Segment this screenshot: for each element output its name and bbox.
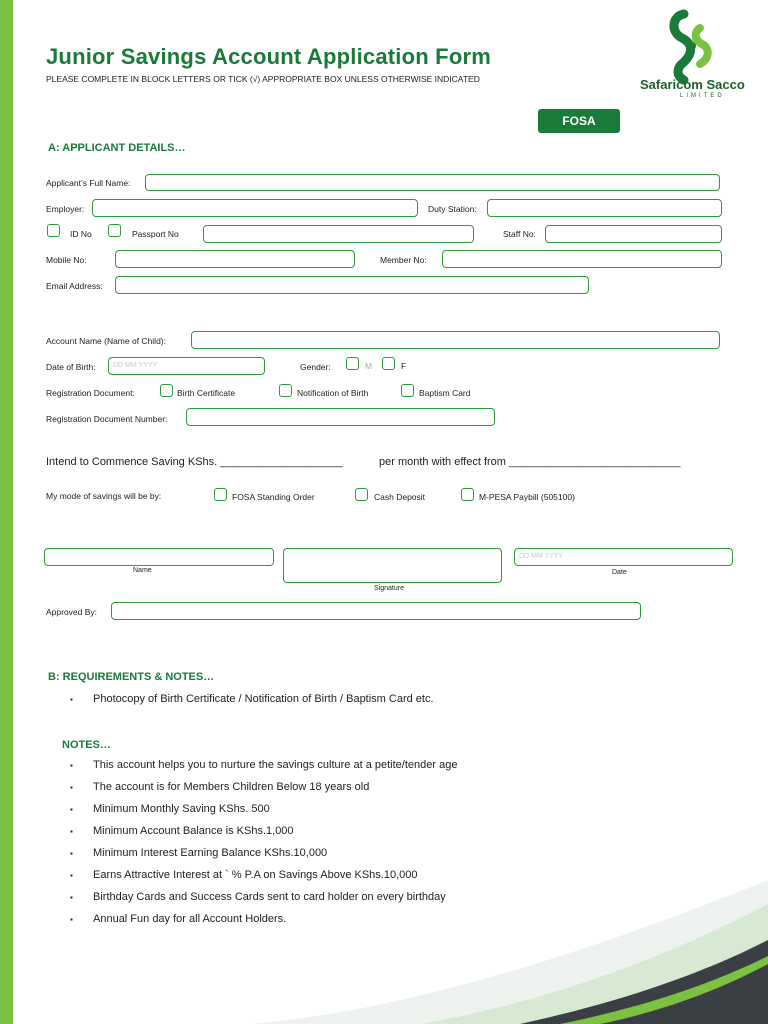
baptism-card-label: Baptism Card: [419, 388, 471, 398]
requirement-item: Photocopy of Birth Certificate / Notification of Birth / Baptism Card etc.: [93, 693, 434, 705]
note-item: Minimum Monthly Saving KShs. 500: [93, 803, 270, 815]
dob-label: Date of Birth:: [46, 362, 96, 372]
bullet-icon: ▪: [70, 849, 73, 858]
notes-heading: NOTES…: [62, 739, 111, 751]
signature-date-field[interactable]: [514, 548, 733, 566]
gender-male-checkbox[interactable]: [346, 357, 359, 370]
note-item: This account helps you to nurture the savings culture at a petite/tender age: [93, 759, 458, 771]
baptism-card-checkbox[interactable]: [401, 384, 414, 397]
logo-name: Safaricom Sacco: [640, 77, 745, 92]
section-b-heading: B: REQUIREMENTS & NOTES…: [48, 671, 215, 683]
birth-certificate-checkbox[interactable]: [160, 384, 173, 397]
gender-male-label: M: [365, 361, 373, 371]
dob-placeholder: DD MM YYYY: [113, 362, 158, 369]
bullet-icon: ▪: [70, 761, 73, 770]
cash-deposit-label: Cash Deposit: [374, 492, 426, 502]
notification-of-birth-label: Notification of Birth: [297, 388, 369, 398]
gender-female-label: F: [401, 361, 407, 371]
gender-label: Gender:: [300, 362, 331, 372]
passport-no-checkbox[interactable]: [108, 224, 121, 237]
signature-field[interactable]: [283, 548, 502, 583]
cash-deposit-checkbox[interactable]: [355, 488, 368, 501]
signature-date-caption: Date: [612, 569, 627, 576]
signatory-name-field[interactable]: [44, 548, 274, 566]
signature-caption: Signature: [374, 585, 404, 592]
signatory-name-caption: Name: [133, 567, 152, 574]
mobile-no-label: Mobile No:: [46, 255, 87, 265]
note-item: Earns Attractive Interest at ` % P.A on Savings Above KShs.10,000: [93, 869, 418, 881]
account-name-field[interactable]: [191, 331, 720, 349]
duty-station-field[interactable]: [487, 199, 722, 217]
gender-female-checkbox[interactable]: [382, 357, 395, 370]
form-title: Junior Savings Account Application Form: [46, 44, 491, 69]
staff-no-field[interactable]: [545, 225, 722, 243]
fosa-standing-order-checkbox[interactable]: [214, 488, 227, 501]
form-instructions: PLEASE COMPLETE IN BLOCK LETTERS OR TICK (√) APPROPRIATE BOX UNLESS OTHERWISE INDICATED: [46, 74, 480, 84]
dob-field[interactable]: [108, 357, 265, 375]
intend-saving-start-line[interactable]: per month with effect from ____________________________: [379, 456, 681, 468]
fosa-standing-order-label: FOSA Standing Order: [232, 492, 315, 502]
bullet-icon: ▪: [70, 871, 73, 880]
notification-of-birth-checkbox[interactable]: [279, 384, 292, 397]
mode-of-savings-label: My mode of savings will be by:: [46, 491, 162, 501]
staff-no-label: Staff No:: [503, 229, 536, 239]
fosa-badge: FOSA: [538, 109, 620, 133]
mobile-no-field[interactable]: [115, 250, 355, 268]
email-label: Email Address:: [46, 281, 103, 291]
bullet-icon: ▪: [70, 695, 73, 704]
mpesa-paybill-label: M-PESA Paybill (505100): [479, 492, 575, 502]
duty-station-label: Duty Station:: [428, 204, 477, 214]
note-item: Minimum Interest Earning Balance KShs.10,000: [93, 847, 328, 859]
email-field[interactable]: [115, 276, 589, 294]
member-no-label: Member No:: [380, 255, 427, 265]
reg-doc-number-field[interactable]: [186, 408, 495, 426]
note-item: The account is for Members Children Below 18 years old: [93, 781, 370, 793]
full-name-field[interactable]: [145, 174, 720, 191]
intend-saving-amount-line[interactable]: Intend to Commence Saving KShs. ____________________: [46, 456, 343, 468]
note-item: Annual Fun day for all Account Holders.: [93, 913, 287, 925]
id-passport-number-field[interactable]: [203, 225, 474, 243]
bullet-icon: ▪: [70, 805, 73, 814]
section-a-heading: A: APPLICANT DETAILS…: [48, 142, 186, 154]
mpesa-paybill-checkbox[interactable]: [461, 488, 474, 501]
id-no-checkbox[interactable]: [47, 224, 60, 237]
decorative-swoosh: [0, 860, 768, 1024]
passport-no-label: Passport No: [132, 229, 179, 239]
note-item: Minimum Account Balance is KShs.1,000: [93, 825, 294, 837]
note-item: Birthday Cards and Success Cards sent to card holder on every birthday: [93, 891, 446, 903]
approved-by-label: Approved By:: [46, 607, 98, 617]
id-no-label: ID No: [70, 229, 92, 239]
employer-field[interactable]: [92, 199, 418, 217]
approved-by-field[interactable]: [111, 602, 641, 620]
logo-subtitle: LIMITED: [680, 93, 725, 99]
bullet-icon: ▪: [70, 915, 73, 924]
full-name-label: Applicant’s Full Name:: [46, 178, 131, 188]
member-no-field[interactable]: [442, 250, 722, 268]
employer-label: Employer:: [46, 204, 85, 214]
reg-doc-label: Registration Document:: [46, 388, 135, 398]
birth-certificate-label: Birth Certificate: [177, 388, 236, 398]
signature-date-placeholder: DD MM YYYY: [519, 553, 564, 560]
bullet-icon: ▪: [70, 783, 73, 792]
bullet-icon: ▪: [70, 893, 73, 902]
bullet-icon: ▪: [70, 827, 73, 836]
account-name-label: Account Name (Name of Child):: [46, 336, 166, 346]
reg-doc-number-label: Registration Document Number:: [46, 414, 168, 424]
